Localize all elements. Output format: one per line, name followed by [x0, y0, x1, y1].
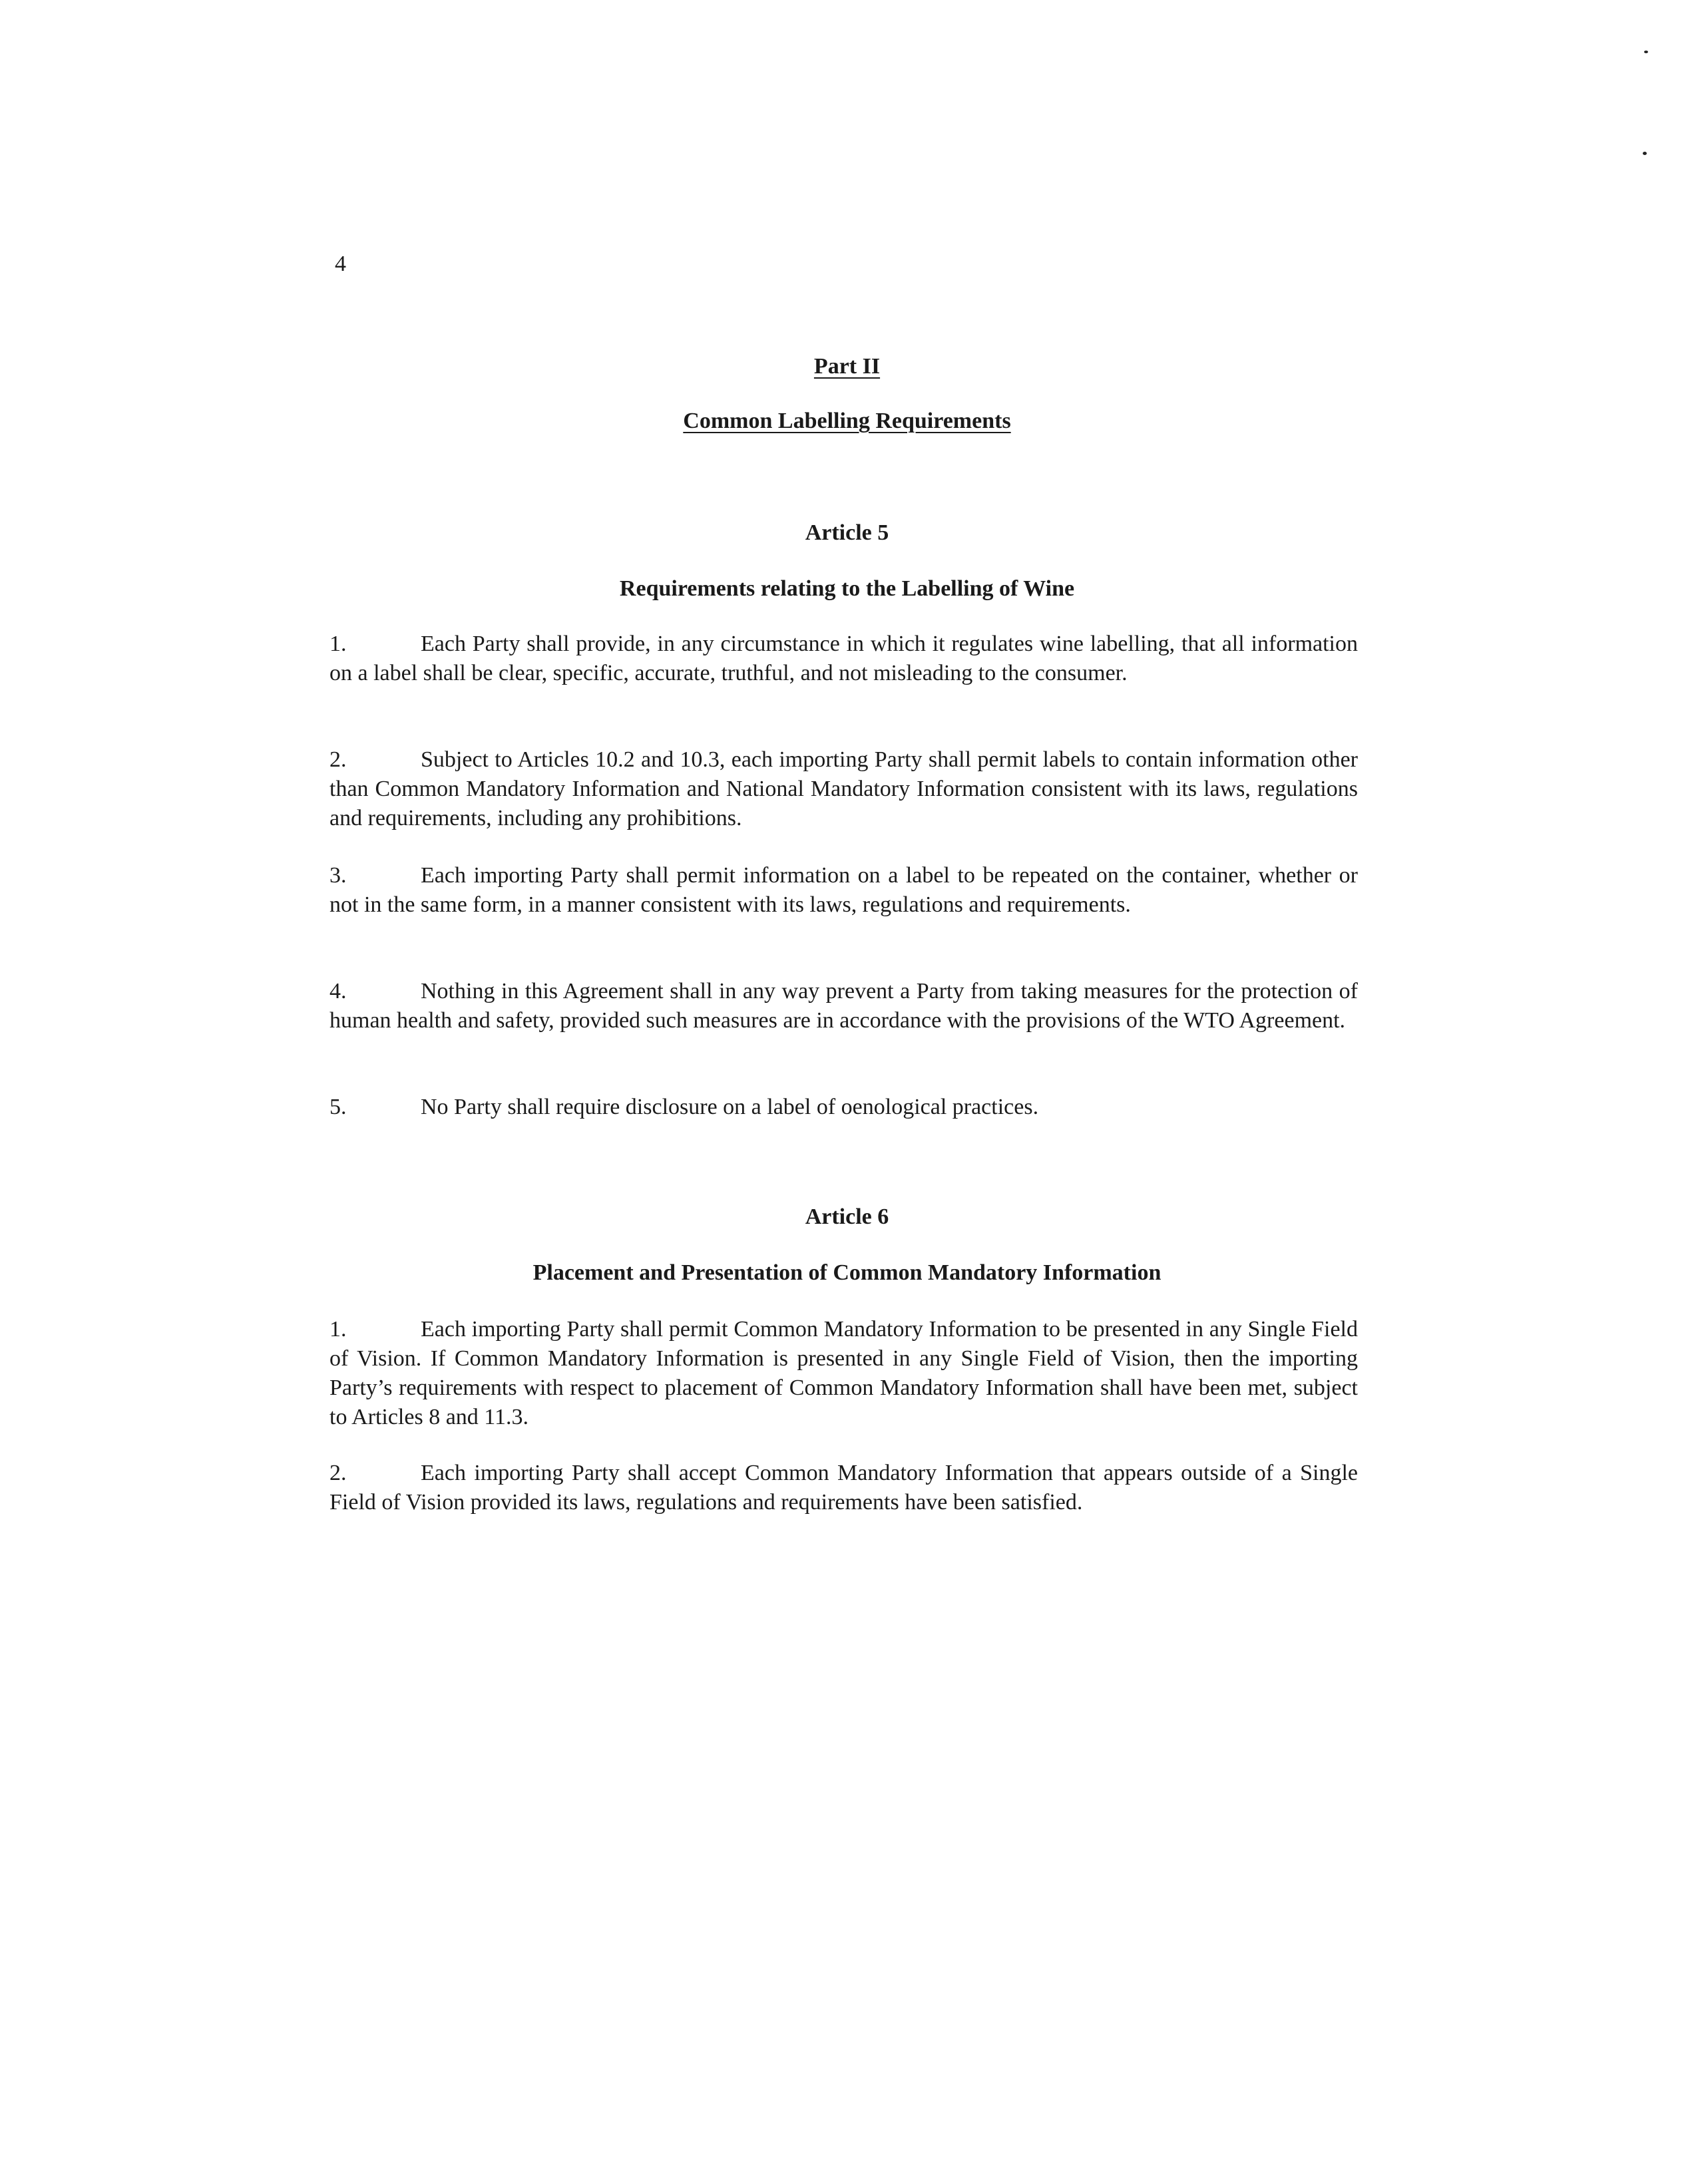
paragraph-number: 1.	[329, 632, 347, 656]
paragraph-text: Each importing Party shall permit information on a label to be repeated on the container, whether or not in the same form, in a manner consistent with its laws, regulations and requirements.	[329, 863, 1358, 917]
scan-speck	[1643, 152, 1647, 155]
paragraph-text: Subject to Articles 10.2 and 10.3, each importing Party shall permit labels to contain information other than Common Mandatory Information and National Mandatory Information consistent with its laws, regulations and requirements, including any prohibitions.	[329, 747, 1358, 830]
article-6-title: Placement and Presentation of Common Mandatory Information	[532, 1260, 1162, 1285]
paragraph-number: 2.	[329, 1461, 347, 1485]
paragraph-text: Each importing Party shall accept Common Mandatory Information that appears outside of a Single Field of Vision provided its laws, regulations and requirements have been satisfied.	[329, 1461, 1358, 1515]
article-6-paragraph-2	[329, 1459, 1358, 1517]
paragraph-number: 3.	[329, 863, 347, 888]
paragraph-number: 2.	[329, 747, 347, 772]
article-5-heading: Article 5	[805, 520, 889, 545]
article-5-title: Requirements relating to the Labelling of Wine	[619, 576, 1075, 601]
part-title	[0, 355, 1694, 378]
article-5-paragraph-4	[329, 977, 1358, 1035]
article-5-paragraph-3	[329, 861, 1358, 920]
article-6-heading: Article 6	[805, 1204, 889, 1229]
part-title-text: Part II	[813, 354, 881, 379]
scan-speck	[1644, 51, 1648, 53]
paragraph-text: Each importing Party shall permit Common Mandatory Information to be presented in any Single Field of Vision. If Common Mandatory Information is presented in any Single Field of Vision, then the importing Party’s requirements with respect to placement of Common Mandatory Information shall have been met, subject to Articles 8 and 11.3.	[329, 1317, 1358, 1429]
part-subtitle	[0, 410, 1694, 433]
article-5-paragraph-2	[329, 745, 1358, 833]
article-6-paragraph-1	[329, 1315, 1358, 1432]
paragraph-number: 4.	[329, 979, 347, 1003]
part-subtitle-text: Common Labelling Requirements	[683, 409, 1011, 433]
paragraph-text: Nothing in this Agreement shall in any way prevent a Party from taking measures for the protection of human health and safety, provided such measures are in accordance with the provisions of the WTO Agreement.	[329, 979, 1358, 1033]
paragraph-text: Each Party shall provide, in any circumstance in which it regulates wine labelling, that all information on a label shall be clear, specific, accurate, truthful, and not misleading to the consumer.	[329, 632, 1358, 685]
page-number: 4	[335, 252, 346, 276]
paragraph-number: 1.	[329, 1317, 347, 1342]
article-5-paragraph-5	[329, 1093, 1358, 1122]
article-5-paragraph-1	[329, 630, 1358, 688]
paragraph-number: 5.	[329, 1095, 347, 1119]
paragraph-text: No Party shall require disclosure on a label of oenological practices.	[421, 1095, 1039, 1119]
